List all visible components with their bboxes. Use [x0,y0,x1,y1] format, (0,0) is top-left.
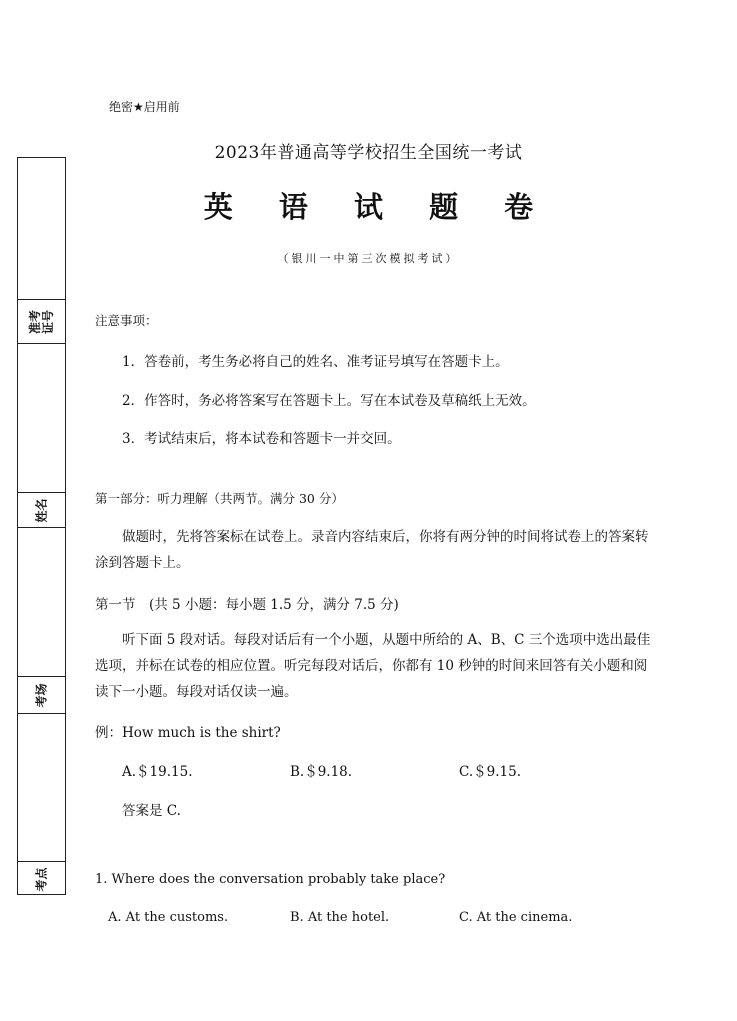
side-field-label: 姓名 [34,498,48,523]
side-field-label: 准考证号 [27,309,55,334]
question-1-option-a: A. At the customs. [108,910,229,925]
side-field-label: 考场 [34,683,48,708]
subtitle: （银川一中第三次模拟考试） [277,252,460,265]
part1-intro: 做题时，先将答案标在试卷上。录音内容结束后，你将有两分钟的时间将试卷上的答案转涂到答题卡上。 [95,529,649,571]
side-field-exam-room [18,676,65,714]
side-field-exam-number [18,299,65,344]
side-field-name [18,492,65,528]
part1-heading: 第一部分：听力理解（共两节。满分 30 分） [95,491,344,506]
section1-heading: 第一节 (共 5 小题：每小题 1.5 分，满分 7.5 分) [95,597,399,613]
notice-item: 1．答卷前，考生务必将自己的姓名、准考证号填写在答题卡上。 [122,354,509,370]
notice-heading: 注意事项： [95,313,158,328]
question-1-option-c: C. At the cinema. [459,910,573,925]
notice-item: 2．作答时，务必将答案写在答题卡上。写在本试卷及草稿纸上无效。 [122,393,536,409]
question-1-option-b: B. At the hotel. [290,910,390,925]
page-title: 英 语 试 题 卷 [203,190,552,224]
exam-title: 2023年普通高等学校招生全国统一考试 [214,143,523,163]
secret-label: 绝密★启用前 [109,100,180,114]
side-field-exam-site [18,861,65,896]
question-1: 1. Where does the conversation probably take place? [95,872,446,887]
section1-intro: 听下面 5 段对话。每段对话后有一个小题，从题中所给的 A、B、C 三个选项中选出最佳选项，并标在试卷的相应位置。听完每段对话后，你都有 10 秒钟的时间来回答有关小题和阅读下一小题。每段对话仅读一遍。 [95,632,651,700]
notice-item: 3．考试结束后，将本试卷和答题卡一并交回。 [122,431,401,447]
example-option-a: A.＄19.15. [122,764,193,780]
example-option-c: C.＄9.15. [459,764,521,780]
example-question: 例：How much is the shirt? [95,725,281,741]
example-option-b: B.＄9.18. [290,764,353,780]
example-answer: 答案是 C. [122,803,181,819]
candidate-info-table [17,157,66,895]
side-field-label: 考点 [34,867,48,892]
